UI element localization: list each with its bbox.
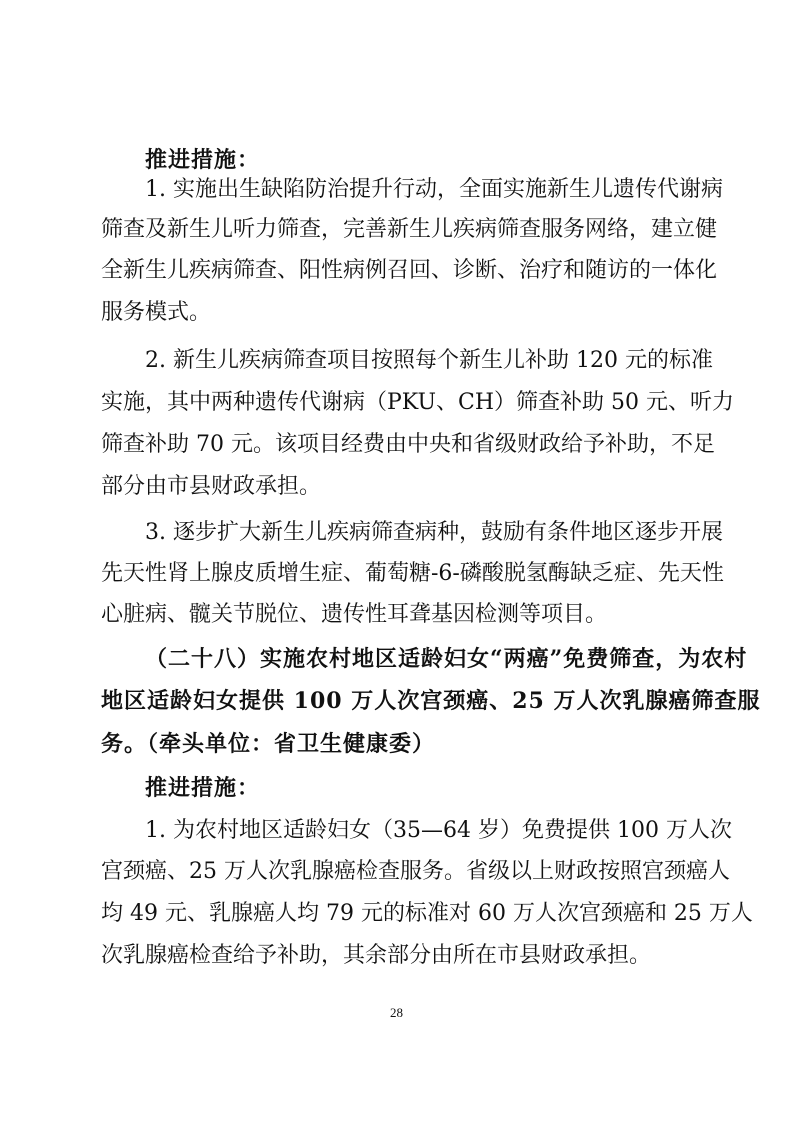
task-heading-line: 务。（牵头单位：省卫生健康委） [101,731,436,757]
paragraph-line: 1. 实施出生缺陷防治提升行动，全面实施新生儿遗传代谢病 [145,177,723,202]
paragraph-line: 心脏病、髋关节脱位、遗传性耳聋基因检测等项目。 [101,602,608,627]
section-heading: 推进措施： [145,147,261,173]
paragraph-line: 3. 逐步扩大新生儿疾病筛查病种，鼓励有条件地区逐步开展 [145,520,723,545]
page-number: 28 [390,1005,403,1020]
paragraph-line: 宫颈癌、25 万人次乳腺癌检查服务。省级以上财政按照宫颈癌人 [101,859,730,884]
paragraph-line: 部分由市县财政承担。 [101,474,322,499]
paragraph-line: 实施，其中两种遗传代谢病（PKU、CH）筛查补助 50 元、听力 [101,390,734,415]
paragraph-line: 先天性肾上腺皮质增生症、葡萄糖-6-磷酸脱氢酶缺乏症、先天性 [101,561,724,586]
paragraph-line: 筛查补助 70 元。该项目经费由中央和省级财政给予补助，不足 [101,432,715,457]
paragraph-line: 2. 新生儿疾病筛查项目按照每个新生儿补助 120 元的标准 [145,348,713,373]
paragraph-line: 全新生儿疾病筛查、阳性病例召回、诊断、治疗和随访的一体化 [101,258,718,283]
section-heading: 推进措施： [145,775,261,801]
paragraph-line: 次乳腺癌检查给予补助，其余部分由所在市县财政承担。 [101,943,652,968]
paragraph-line: 均 49 元、乳腺癌人均 79 元的标准对 60 万人次宫颈癌和 25 万人 [101,901,753,926]
paragraph-line: 服务模式。 [101,300,212,325]
paragraph-line: 筛查及新生儿听力筛查，完善新生儿疾病筛查服务网络，建立健 [101,217,718,242]
task-heading-line: 地区适龄妇女提供 100 万人次宫颈癌、25 万人次乳腺癌筛查服 [101,688,761,714]
paragraph-line: 1. 为农村地区适龄妇女（35—64 岁）免费提供 100 万人次 [145,818,732,843]
task-heading-line: （二十八）实施农村地区适龄妇女“两癌”免费筛查，为农村 [145,646,748,672]
